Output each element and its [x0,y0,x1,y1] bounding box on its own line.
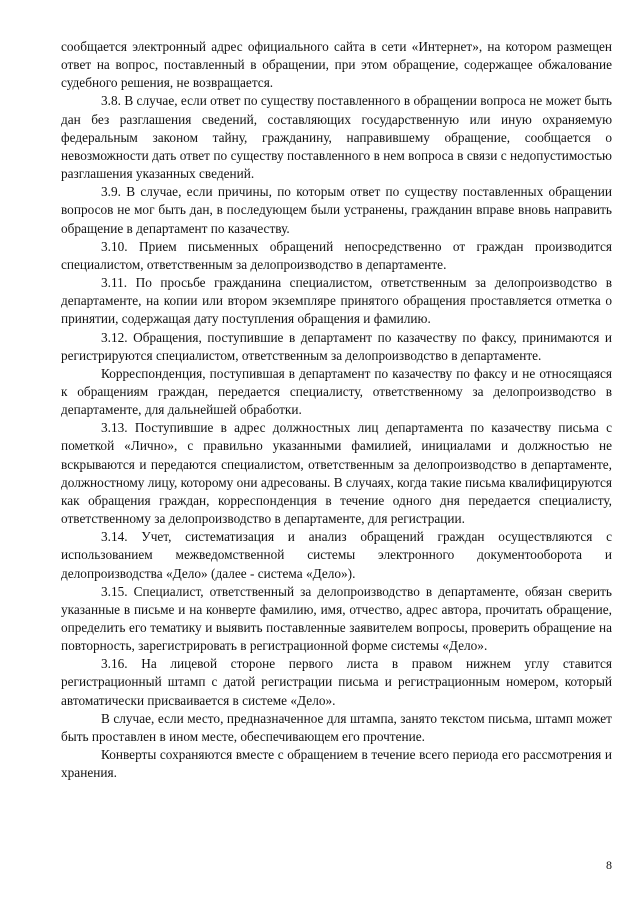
paragraph-envelopes: Конверты сохраняются вместе с обращением в течение всего периода его рассмотрения и хранения. [61,747,612,781]
paragraph-3-8: 3.8. В случае, если ответ по существу поставленного в обращении вопроса не может быть дан без разглашения сведений, составляющих государственную или иную охраняемую федеральным законом тайну, гражданину, направившему обращение, сообщается о невозможности дать ответ по существу поставленного в нем вопроса в связи с недопустимостью разглашения указанных сведений. [61,93,612,182]
document-body [61,38,612,782]
paragraph-correspondence: Корреспонденция, поступившая в департамент по казачеству по факсу и не относящаяся к обращениям граждан, передается специалисту, ответственному за делопроизводство в департаменте, для дальнейшей обработки. [61,365,612,418]
paragraph-3-16: 3.16. На лицевой стороне первого листа в правом нижнем углу ставится регистрационный штамп с датой регистрации письма и регистрационным номером, который автоматически присваивается в системе «Дело». [61,656,612,708]
paragraph-3-13: 3.13. Поступившие в адрес должностных лиц департамента по казачеству письма с пометкой «Лично», с правильно указанными фамилией, инициалами и должностью не вскрываются и передаются специалистом, ответственным за делопроизводство в департаменте, должностному лицу, которому они адресованы. В случаях, когда такие письма квалифицируются как обращения граждан, корреспонденция в течение одного дня передается специалисту, ответственному за делопроизводство в департаменте, для регистрации. [61,420,612,527]
paragraph-3-10: 3.10. Прием письменных обращений непосредственно от граждан производится специалистом, ответственным за делопроизводство в департаменте. [61,238,612,272]
paragraph-3-14: 3.14. Учет, систематизация и анализ обращений граждан осуществляются с использованием межведомственной системы электронного документооборота и делопроизводства «Дело» (далее - система «Дело»). [61,529,612,581]
paragraph-3-11: 3.11. По просьбе гражданина специалистом, ответственным за делопроизводство в департаменте, на копии или втором экземпляре принятого обращения проставляется отметка о принятии, содержащая дату поступления обращения и фамилию. [61,275,612,327]
paragraph-3-15: 3.15. Специалист, ответственный за делопроизводство в департаменте, обязан сверить указанные в письме и на конверте фамилию, имя, отчество, адрес автора, прочитать обращение, определить его тематику и выявить поставленные заявителем вопросы, проверить обращение на повторность, зарегистрировать в регистрационной форме системы «Дело». [61,583,612,654]
paragraph-continuation: сообщается электронный адрес официального сайта в сети «Интернет», на котором размещен ответ на вопрос, поставленный в обращении, при этом обращение, содержащее обжалование судебного решения, не возвращается. [61,39,612,91]
paragraph-3-12: 3.12. Обращения, поступившие в департамент по казачеству по факсу, принимаются и регистрируются специалистом, ответственным за делопроизводство в департаменте. [61,329,612,363]
paragraph-stamp-place: В случае, если место, предназначенное для штампа, занято текстом письма, штамп может быть проставлен в ином месте, обеспечивающем его прочтение. [61,710,612,744]
paragraph-3-9: 3.9. В случае, если причины, по которым ответ по существу поставленных обращении вопросов не мог быть дан, в последующем были устранены, гражданин вправе вновь направить обращение в департамент по казачеству. [61,184,612,236]
page-number: 8 [606,858,612,872]
